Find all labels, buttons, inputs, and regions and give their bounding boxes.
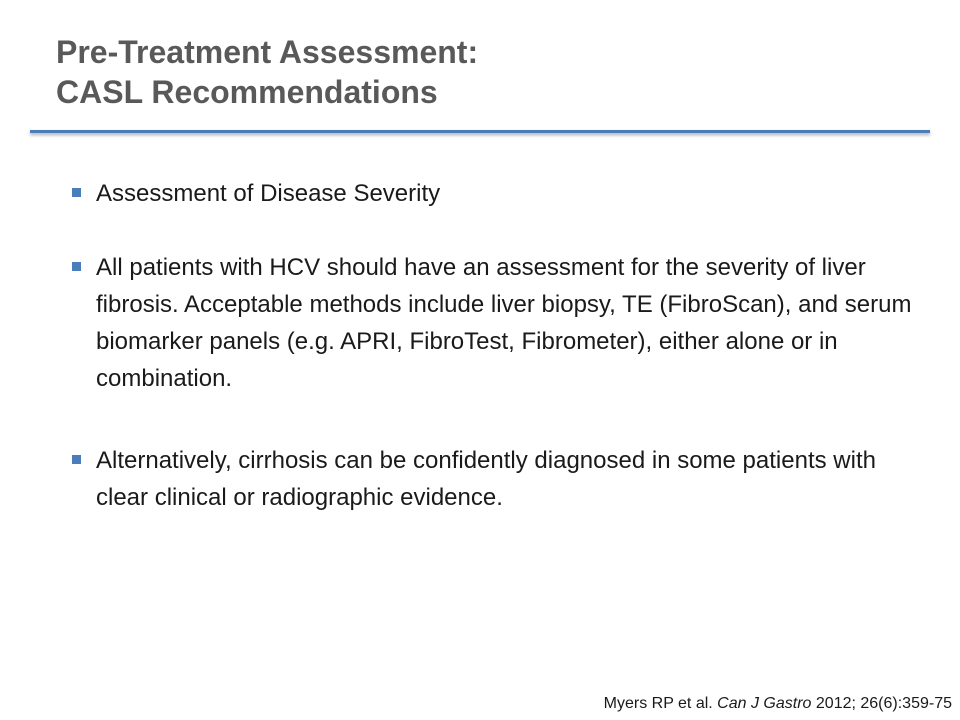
citation (604, 695, 952, 713)
citation-journal: Can J Gastro (717, 695, 812, 712)
slide-title (56, 32, 916, 112)
title-divider (30, 130, 930, 133)
bullet-text: All patients with HCV should have an assessment for the severity of liver fibrosis. Acceptable methods include liver biopsy, TE (FibroScan), and serum biomarker panels (e.g. APRI, FibroTest, Fibrometer), either alone or in combination. (96, 254, 912, 392)
bullet-item (60, 249, 920, 397)
citation-details: 2012; 26(6):359-75 (815, 695, 952, 712)
bullet-item (60, 175, 920, 212)
slide-title-line-1: Pre-Treatment Assessment: (56, 34, 479, 70)
slide-title-line-2: CASL Recommendations (56, 74, 438, 110)
square-bullet-icon (72, 455, 81, 464)
bullet-text: Assessment of Disease Severity (96, 180, 441, 207)
bullet-text: Alternatively, cirrhosis can be confidently diagnosed in some patients with clear clinical or radiographic evidence. (96, 447, 876, 511)
citation-authors: Myers RP et al. (603, 695, 713, 712)
square-bullet-icon (72, 262, 81, 271)
bullet-list (60, 170, 920, 516)
bullet-item (60, 442, 920, 516)
square-bullet-icon (72, 188, 81, 197)
